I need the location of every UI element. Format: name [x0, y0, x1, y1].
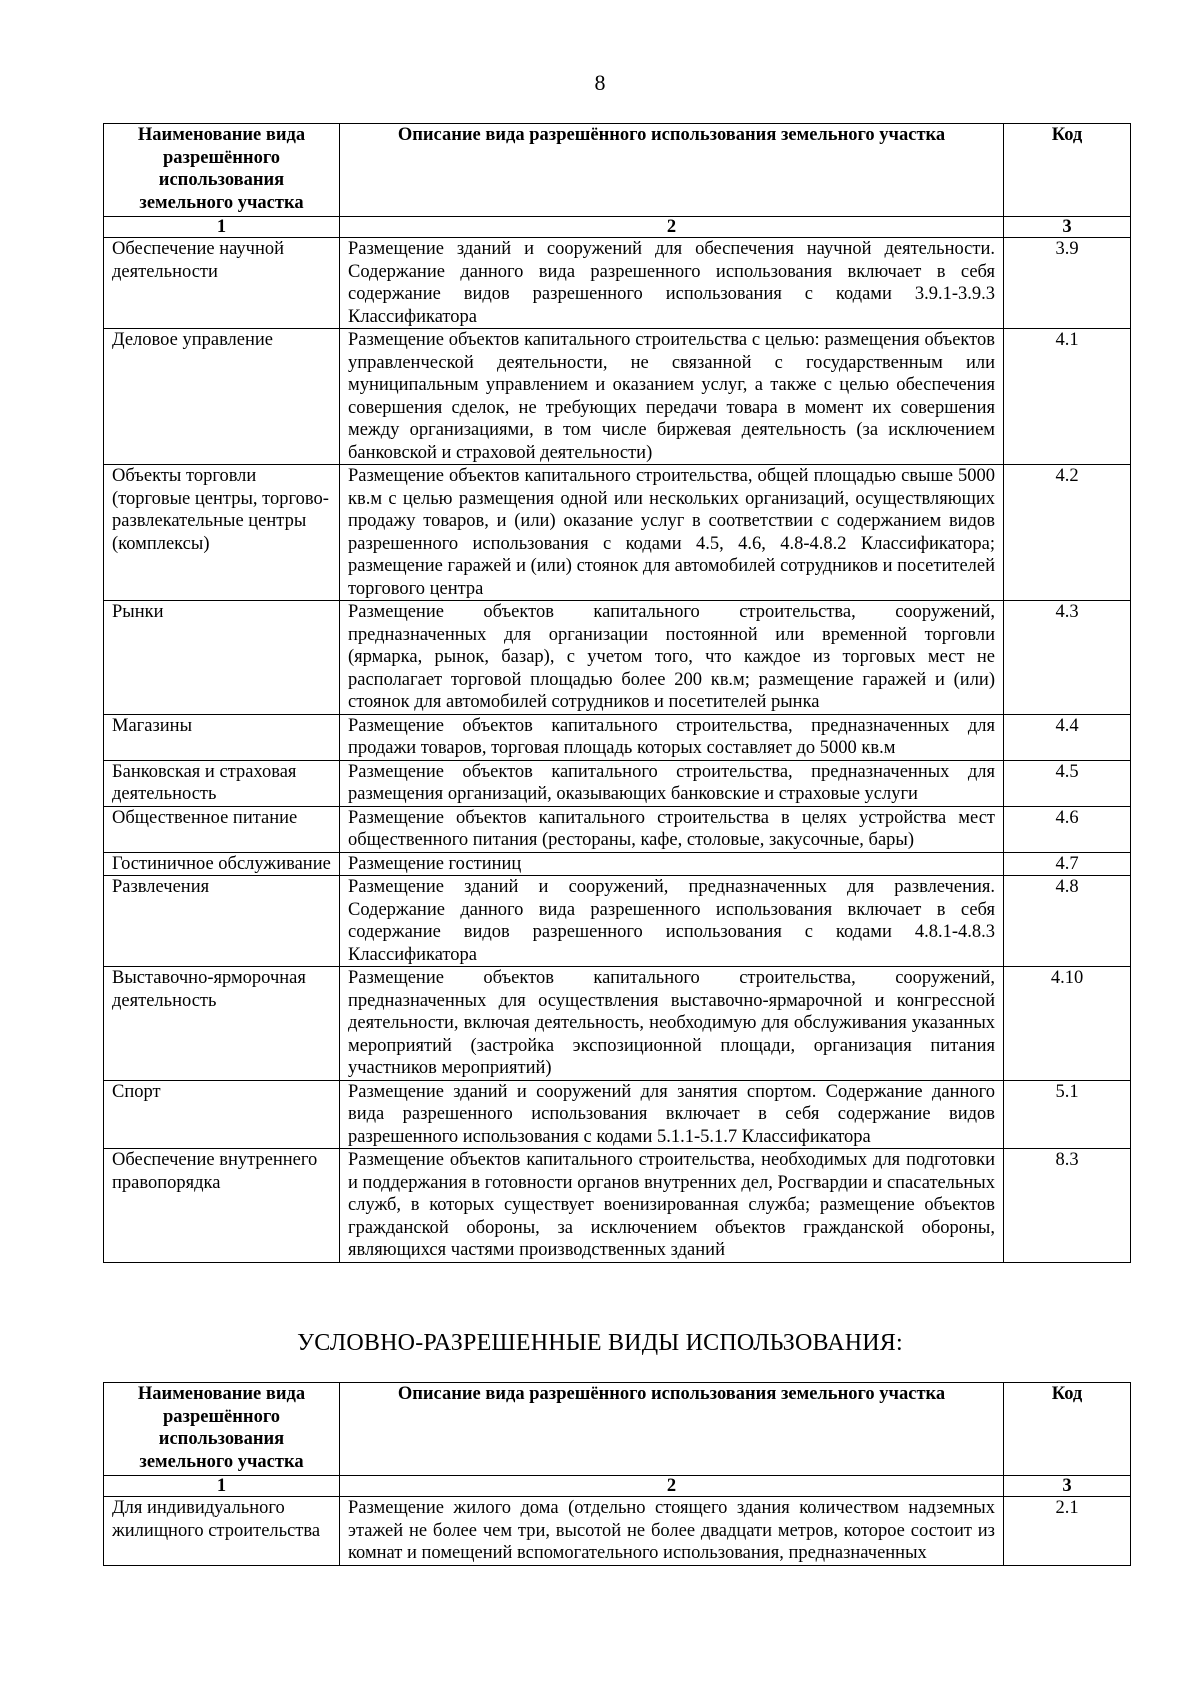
column-number-2: 2 — [340, 217, 1004, 238]
table-row — [104, 1497, 1131, 1566]
table-row — [104, 876, 1131, 967]
use-description: Размещение зданий и сооружений для обеспечения научной деятельности. Содержание данного вида разрешенного использования включает в себя содержание видов разрешенного использования с кодами 3.9.1-3.9.3 Классификатора — [340, 238, 1004, 329]
use-description: Размещение объектов капитального строительства в целях устройства мест общественного питания (рестораны, кафе, столовые, закусочные, бары) — [340, 806, 1004, 852]
use-description: Размещение объектов капитального строительства, предназначенных для размещения организаций, оказывающих банковские и страховые услуги — [340, 760, 1004, 806]
use-code: 4.3 — [1004, 601, 1131, 715]
use-name: Для индивидуального жилищного строительства — [104, 1497, 340, 1566]
table-row — [104, 329, 1131, 465]
use-name: Банковская и страховая деятельность — [104, 760, 340, 806]
use-description: Размещение гостиниц — [340, 852, 1004, 876]
use-code: 8.3 — [1004, 1149, 1131, 1263]
use-name: Обеспечение научной деятельности — [104, 238, 340, 329]
use-description: Размещение жилого дома (отдельно стоящего здания количеством надземных этажей не более чем три, высотой не более двадцати метров, которое состоит из комнат и помещений вспомогательного использования, предназначенных — [340, 1497, 1004, 1566]
use-code: 5.1 — [1004, 1080, 1131, 1149]
use-name: Выставочно-ярморочная деятельность — [104, 967, 340, 1081]
use-code: 4.10 — [1004, 967, 1131, 1081]
use-code: 2.1 — [1004, 1497, 1131, 1566]
header-description-column: Описание вида разрешённого использования земельного участка — [340, 124, 1004, 217]
use-name: Объекты торговли (торговые центры, торгово-развлекательные центры (комплексы) — [104, 465, 340, 601]
header-name-column: Наименование вида разрешённого использования земельного участка — [104, 1383, 340, 1476]
column-number-2: 2 — [340, 1476, 1004, 1497]
table-row — [104, 238, 1131, 329]
table-row — [104, 465, 1131, 601]
use-name: Рынки — [104, 601, 340, 715]
use-code: 4.5 — [1004, 760, 1131, 806]
use-code: 4.2 — [1004, 465, 1131, 601]
use-name: Деловое управление — [104, 329, 340, 465]
column-number-3: 3 — [1004, 1476, 1131, 1497]
use-description: Размещение объектов капитального строительства, сооружений, предназначенных для организации постоянной или временной торговли (ярмарка, рынок, базар), с учетом того, что каждое из торговых мест не располагает торговой площадью более 200 кв.м; размещение гаражей и (или) стоянок для автомобилей сотрудников и посетителей рынка — [340, 601, 1004, 715]
table-row — [104, 1149, 1131, 1263]
column-numbering-row — [104, 1476, 1131, 1497]
column-number-1: 1 — [104, 217, 340, 238]
use-description: Размещение зданий и сооружений, предназначенных для развлечения. Содержание данного вида разрешенного использования включает в себя содержание видов разрешенного использования с кодами 4.8.1-4.8.3 Классификатора — [340, 876, 1004, 967]
table-row — [104, 806, 1131, 852]
use-description: Размещение зданий и сооружений для занятия спортом. Содержание данного вида разрешенного использования включает в себя содержание видов разрешенного использования с кодами 5.1.1-5.1.7 Классификатора — [340, 1080, 1004, 1149]
header-code-column: Код — [1004, 1383, 1131, 1476]
use-name: Спорт — [104, 1080, 340, 1149]
table-header-row — [104, 1383, 1131, 1476]
table-row — [104, 967, 1131, 1081]
use-name: Общественное питание — [104, 806, 340, 852]
table-row — [104, 1080, 1131, 1149]
use-description: Размещение объектов капитального строительства, предназначенных для продажи товаров, торговая площадь которых составляет до 5000 кв.м — [340, 714, 1004, 760]
use-code: 4.1 — [1004, 329, 1131, 465]
use-name: Развлечения — [104, 876, 340, 967]
column-number-1: 1 — [104, 1476, 340, 1497]
use-code: 4.6 — [1004, 806, 1131, 852]
use-name: Обеспечение внутреннего правопорядка — [104, 1149, 340, 1263]
permitted-uses-table — [103, 123, 1131, 1263]
use-code: 3.9 — [1004, 238, 1131, 329]
use-code: 4.8 — [1004, 876, 1131, 967]
table-row — [104, 852, 1131, 876]
conditional-uses-table — [103, 1382, 1131, 1566]
table-header-row — [104, 124, 1131, 217]
use-code: 4.4 — [1004, 714, 1131, 760]
use-name: Гостиничное обслуживание — [104, 852, 340, 876]
column-numbering-row — [104, 217, 1131, 238]
use-description: Размещение объектов капитального строительства, необходимых для подготовки и поддержания в готовности органов внутренних дел, Росгвардии и спасательных служб, в которых существует военизированная служба; размещение объектов гражданской обороны, за исключением объектов гражданской обороны, являющихся частями производственных зданий — [340, 1149, 1004, 1263]
table-row — [104, 760, 1131, 806]
table-row — [104, 601, 1131, 715]
use-description: Размещение объектов капитального строительства, общей площадью свыше 5000 кв.м с целью размещения одной или нескольких организаций, осуществляющих продажу товаров, и (или) оказание услуг в соответствии с содержанием видов разрешенного использования с кодами 4.5, 4.6, 4.8-4.8.2 Классификатора; размещение гаражей и (или) стоянок для автомобилей сотрудников и посетителей торгового центра — [340, 465, 1004, 601]
use-name: Магазины — [104, 714, 340, 760]
header-code-column: Код — [1004, 124, 1131, 217]
column-number-3: 3 — [1004, 217, 1131, 238]
use-code: 4.7 — [1004, 852, 1131, 876]
header-description-column: Описание вида разрешённого использования земельного участка — [340, 1383, 1004, 1476]
use-description: Размещение объектов капитального строительства с целью: размещения объектов управленческой деятельности, не связанной с государственным или муниципальным управлением и оказанием услуг, а также с целью обеспечения совершения сделок, не требующих передачи товара в момент их совершения между организациями, в том числе биржевая деятельность (за исключением банковской и страховой деятельности) — [340, 329, 1004, 465]
table-row — [104, 714, 1131, 760]
header-name-column: Наименование вида разрешённого использования земельного участка — [104, 124, 340, 217]
use-description: Размещение объектов капитального строительства, сооружений, предназначенных для осуществления выставочно-ярмарочной и конгрессной деятельности, включая деятельность, необходимую для обслуживания указанных мероприятий (застройка экспозиционной площади, организация питания участников мероприятий) — [340, 967, 1004, 1081]
page-number: 8 — [594, 70, 606, 95]
section-title: УСЛОВНО-РАЗРЕШЕННЫЕ ВИДЫ ИСПОЛЬЗОВАНИЯ: — [297, 1330, 903, 1356]
